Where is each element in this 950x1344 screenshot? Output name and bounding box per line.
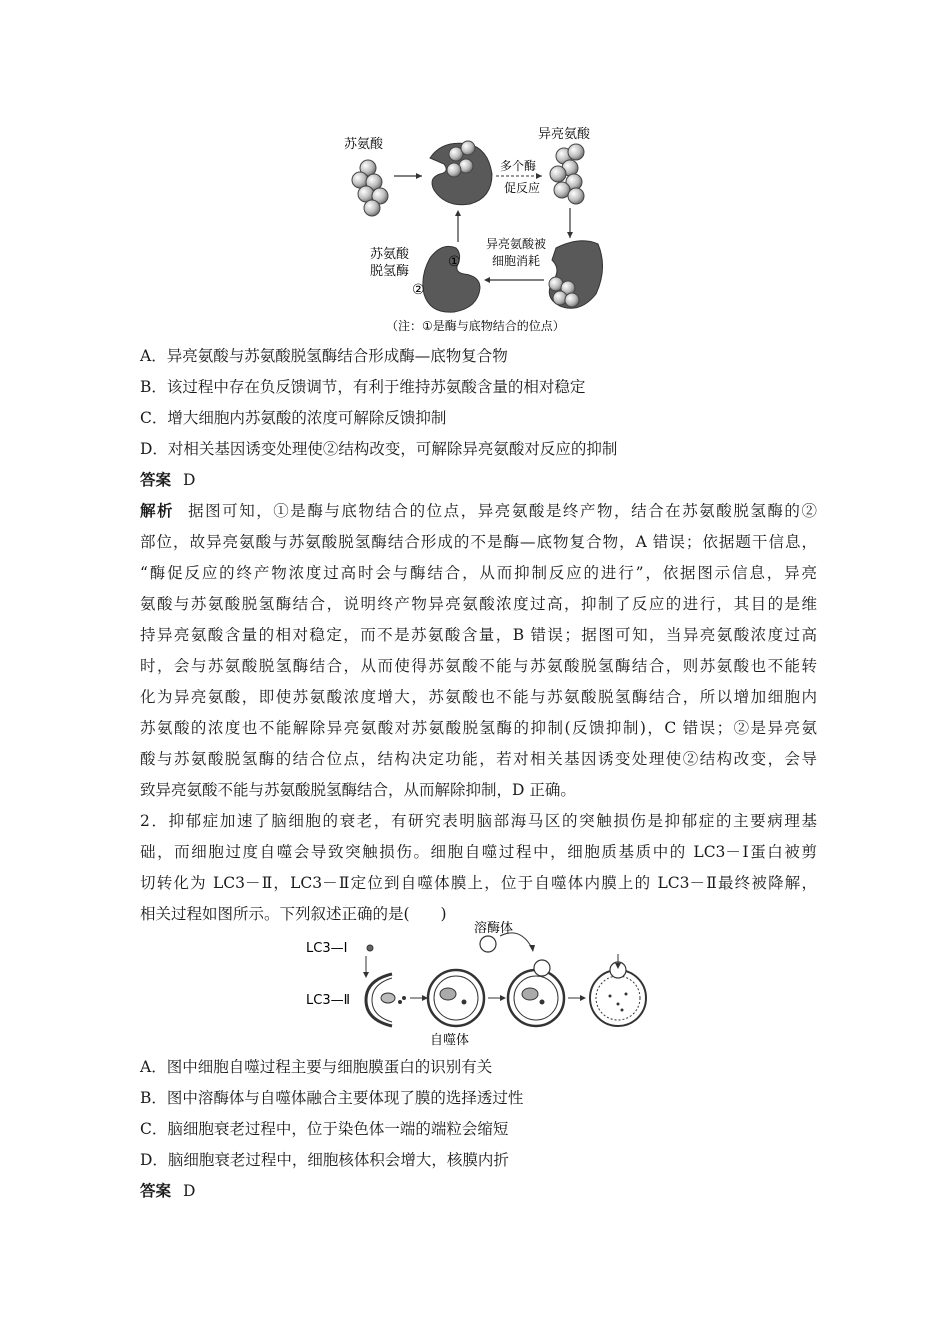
lysosome [480,936,496,952]
q2-option-b: B．图中溶酶体与自噬体融合主要体现了膜的选择透过性 [140,1089,524,1107]
label-isoleucine: 异亮氨酸 [538,127,591,142]
threonine-molecule [352,160,388,216]
label-multi-enzyme-2: 促反应 [504,181,541,195]
lc3-1-dot [367,945,373,951]
analysis-line: 持异亮氨酸含量的相对稳定，而不是苏氨酸含量，B 错误；据图可知，当异亮氨酸浓度过高 [140,626,817,644]
analysis-label: 解析 [140,501,175,520]
site-1-label: ① [448,254,461,270]
label-lc3-2: LC3—Ⅱ [306,993,350,1008]
label-enzyme-2: 脱氢酶 [370,264,410,279]
label-autophagosome: 自噬体 [430,1033,470,1048]
figure-autophagy [300,914,660,1048]
q2-stem-line: 础，而细胞过度自噬会导致突触损伤。细胞自噬过程中，细胞质基质中的 LC3－Ⅰ蛋白被剪 [140,843,817,861]
q2-answer [140,1181,195,1201]
q1-option-a: A．异亮氨酸与苏氨酸脱氢酶结合形成酶—底物复合物 [140,347,508,365]
answer-label: 答案 [140,470,172,489]
label-lysosome: 溶酶体 [474,921,514,936]
analysis-line: “酶促反应的终产物浓度过高时会与酶结合，从而抑制反应的进行”，依据图示信息，异亮 [140,564,817,582]
analysis-text: 据图可知，①是酶与底物结合的位点，异亮氨酸是终产物，结合在苏氨酸脱氢酶的② [188,502,817,520]
q1-option-d: D．对相关基因诱变处理使②结构改变，可解除异亮氨酸对反应的抑制 [140,440,618,458]
q2-stem-line: 相关过程如图所示。下列叙述正确的是( ) [140,905,447,923]
q1-option-b: B．该过程中存在负反馈调节，有利于维持苏氨酸含量的相对稳定 [140,378,586,396]
analysis-line: 酸与苏氨酸脱氢酶的结合位点，结构决定功能，若对相关基因诱变处理使②结构改变，会导 [140,750,817,768]
label-lc3-1: LC3—Ⅰ [306,941,348,956]
autolysosome [590,962,646,1026]
analysis-line: 致异亮氨酸不能与苏氨酸脱氢酶结合，从而解除抑制，D 正确。 [140,781,576,799]
q2-stem-line: 2．抑郁症加速了脑细胞的衰老，有研究表明脑部海马区的突触损伤是抑郁症的主要病理基 [140,812,817,830]
label-enzyme-1: 苏氨酸 [370,247,410,262]
figure-feedback-inhibition [330,118,630,340]
enzyme-substrate-complex [430,141,492,205]
analysis-line: 时，会与苏氨酸脱氢酶结合，从而使得苏氨酸不能与苏氨酸脱氢酶结合，则苏氨酸也不能转 [140,657,817,675]
q2-stem-line: 切转化为 LC3－Ⅱ，LC3－Ⅱ定位到自噬体膜上，位于自噬体内膜上的 LC3－Ⅱ最终被降解， [140,874,817,892]
figure-note: （注：①是酶与底物结合的位点） [386,319,565,333]
phagophore [366,974,406,1026]
answer-value: D [183,1182,196,1200]
label-consumed-1: 异亮氨酸被 [486,237,547,251]
analysis-line: 部位，故异亮氨酸与苏氨酸脱氢酶结合形成的不是酶—底物复合物，A 错误；依据题干信息， [140,533,817,551]
answer-value: D [183,471,196,489]
answer-label: 答案 [140,1181,172,1200]
analysis-line: 氨酸与苏氨酸脱氢酶结合，说明终产物异亮氨酸浓度过高，抑制了反应的进行，其目的是维 [140,595,817,613]
analysis-line-1 [140,501,817,521]
q2-option-a: A．图中细胞自噬过程主要与细胞膜蛋白的识别有关 [140,1058,493,1076]
analysis-line: 苏氨酸的浓度也不能解除异亮氨酸对苏氨酸脱氢酶的抑制(反馈抑制)，C 错误；②是异亮氨 [140,719,817,737]
q2-option-d: D．脑细胞衰老过程中，细胞核体积会增大，核膜内折 [140,1151,509,1169]
label-threonine: 苏氨酸 [344,137,384,152]
fusion-vesicle [508,960,564,1026]
autophagosome [428,970,484,1026]
enzyme-isoleucine-complex [549,241,603,308]
analysis-line: 化为异亮氨酸，即使苏氨酸浓度增大，苏氨酸也不能与苏氨酸脱氢酶结合，所以增加细胞内 [140,688,817,706]
q1-answer [140,470,195,490]
q1-option-c: C．增大细胞内苏氨酸的浓度可解除反馈抑制 [140,409,447,427]
isoleucine-molecule [550,144,584,204]
q2-option-c: C．脑细胞衰老过程中，位于染色体一端的端粒会缩短 [140,1120,509,1138]
label-multi-enzyme-1: 多个酶 [500,159,537,173]
label-consumed-2: 细胞消耗 [492,254,541,268]
site-2-label: ② [412,282,425,298]
